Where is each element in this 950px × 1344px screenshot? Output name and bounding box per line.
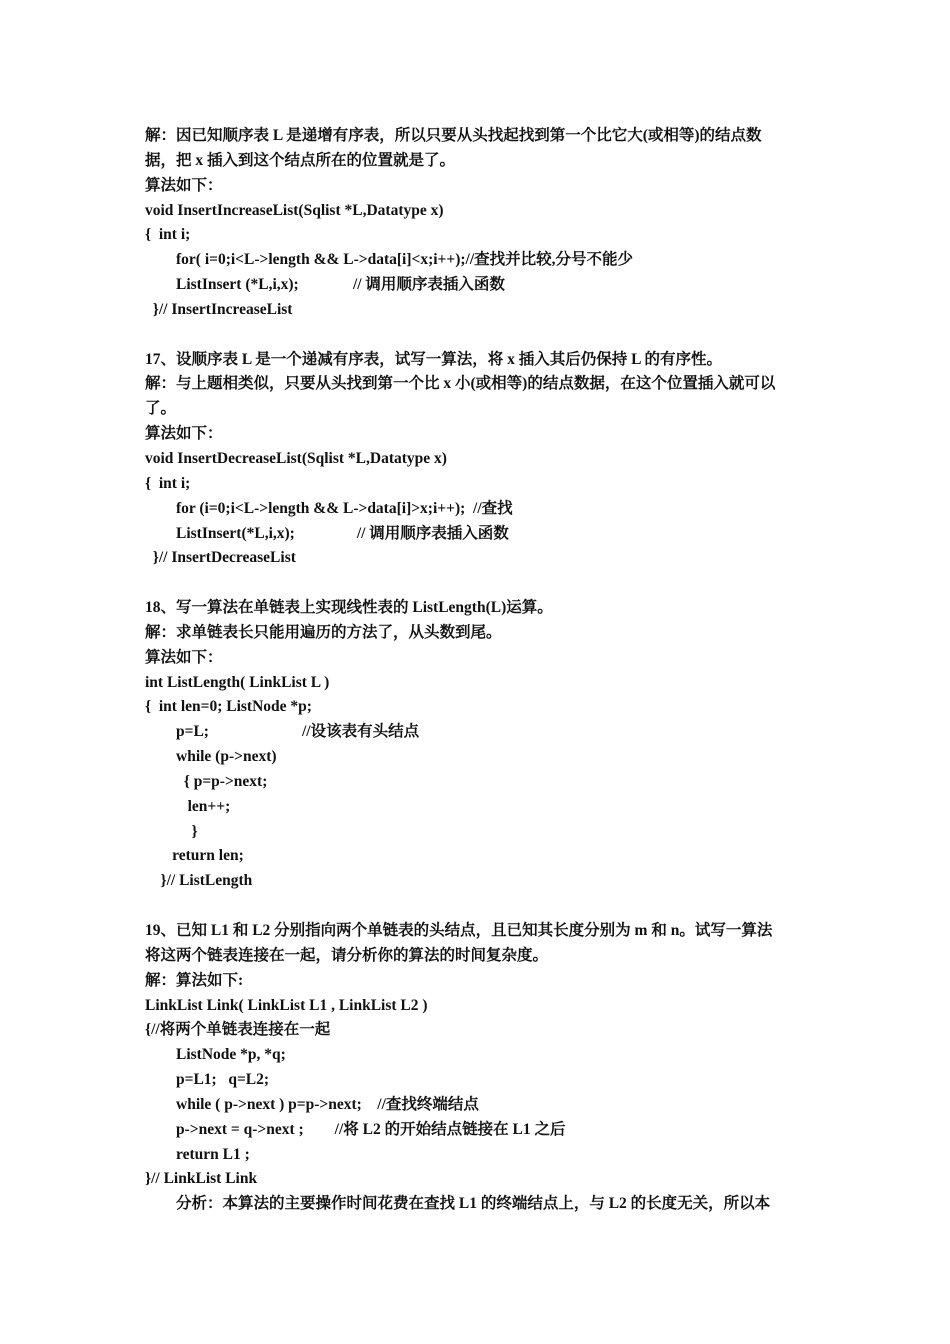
code-line: }// LinkList Link [145, 1170, 258, 1188]
code-line: p->next = q->next ; //将 L2 的开始结点链接在 L1 之后 [145, 1120, 566, 1138]
spacer [145, 894, 815, 919]
code-line: ListInsert (*L,i,x); // 调用顺序表插入函数 [145, 276, 505, 294]
code-line: }// ListLength [145, 872, 253, 890]
question-line: 19、已知 L1 和 L2 分别指向两个单链表的头结点，且已知其长度分别为 m 和 n。试写一算法 [145, 922, 773, 939]
section-19 [145, 919, 815, 1217]
text-line: 算法如下： [145, 176, 223, 194]
code-line: { int len=0; ListNode *p; [145, 698, 312, 716]
text-line: 解：因已知顺序表 L 是递增有序表，所以只要从头找起找到第一个比它大(或相等)的结点数 [145, 127, 762, 144]
question-line: 18、写一算法在单链表上实现线性表的 ListLength(L)运算。 [145, 599, 553, 617]
text-line: 解：与上题相类似，只要从头找到第一个比 x 小(或相等)的结点数据，在这个位置插入就可以 [145, 375, 776, 393]
question-line: 将这两个链表连接在一起，请分析你的算法的时间复杂度。 [145, 946, 549, 964]
code-line: while ( p->next ) p=p->next; //查找终端结点 [145, 1095, 479, 1113]
code-line: return L1 ; [145, 1145, 250, 1163]
code-line: p=L1; q=L2; [145, 1071, 270, 1089]
code-line: for( i=0;i<L->length && L->data[i]<x;i++);//查找并比较,分号不能少 [145, 251, 634, 269]
code-line: p=L; //设该表有头结点 [145, 723, 420, 741]
document-content [145, 124, 815, 1217]
code-line: } [145, 822, 198, 840]
text-line: 算法如下： [145, 648, 223, 666]
text-line: 据，把 x 插入到这个结点所在的位置就是了。 [145, 151, 456, 169]
code-line: len++; [145, 797, 231, 815]
text-line: 解：算法如下: [145, 971, 244, 989]
code-line: { p=p->next; [145, 772, 268, 790]
text-line: 分析：本算法的主要操作时间花费在查找 L1 的终端结点上，与 L2 的长度无关，所以本 [145, 1195, 771, 1213]
text-line: 了。 [145, 400, 177, 418]
spacer [145, 571, 815, 596]
code-line: }// InsertDecreaseList [145, 549, 296, 567]
text-line: 算法如下： [145, 425, 223, 443]
code-line: LinkList Link( LinkList L1 , LinkList L2 ) [145, 996, 428, 1014]
question-line: 17、设顺序表 L 是一个递减有序表，试写一算法，将 x 插入其后仍保持 L 的有序性。 [145, 350, 722, 368]
code-line: return len; [145, 847, 244, 865]
code-line: { int i; [145, 226, 191, 244]
code-line: for (i=0;i<L->length && L->data[i]>x;i++); //查找 [145, 499, 513, 517]
section-17 [145, 348, 815, 572]
code-line: while (p->next) [145, 748, 277, 766]
text-line: 解：求单链表长只能用遍历的方法了，从头数到尾。 [145, 623, 502, 641]
spacer [145, 323, 815, 348]
code-line: void InsertIncreaseList(Sqlist *L,Datatype x) [145, 201, 444, 219]
code-line: {//将两个单链表连接在一起 [145, 1021, 331, 1039]
section-16-answer [145, 124, 815, 323]
code-line: { int i; [145, 474, 191, 492]
code-line: int ListLength( LinkList L ) [145, 673, 330, 691]
code-line: }// InsertIncreaseList [145, 300, 293, 318]
code-line: ListInsert(*L,i,x); // 调用顺序表插入函数 [145, 524, 509, 542]
code-line: ListNode *p, *q; [145, 1046, 286, 1064]
code-line: void InsertDecreaseList(Sqlist *L,Datatype x) [145, 449, 447, 467]
section-18 [145, 596, 815, 894]
